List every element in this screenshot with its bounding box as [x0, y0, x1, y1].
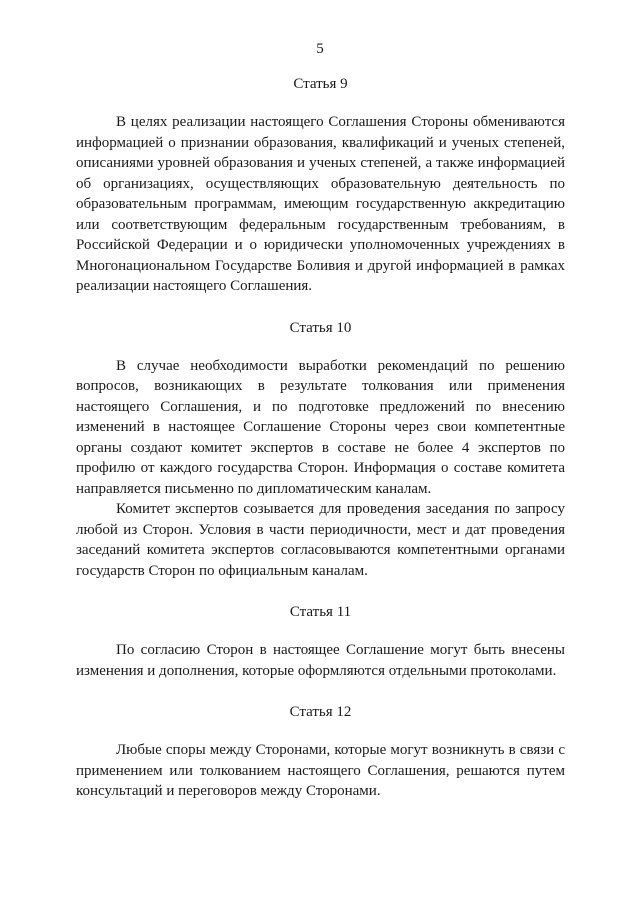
article-body — [76, 740, 565, 802]
article-12 — [76, 702, 565, 802]
article-9 — [76, 74, 565, 297]
article-title: Статья 11 — [289, 604, 352, 620]
article-title: Статья 9 — [293, 76, 348, 92]
document-content — [76, 74, 565, 823]
article-paragraph: По согласию Сторон в настоящее Соглашение могут быть внесены изменения и дополнения, которые оформляются отдельными протоколами. — [76, 642, 565, 679]
article-10 — [76, 318, 565, 582]
article-paragraph: В случае необходимости выработки рекомендаций по решению вопросов, возникающих в результате толкования или применения настоящего Соглашения, и по подготовке предложений по внесению изменений в настоящее Соглашение Стороны через свои компетентные органы создают комитет экспертов в составе не более 4 экспертов по профилю от каждого государства Сторон. Информация о составе комитета направляется письменно по дипломатическим каналам. — [76, 357, 565, 497]
article-paragraph: Комитет экспертов созывается для проведения заседания по запросу любой из Сторон. Условия в части периодичности, мест и дат проведения заседаний комитета экспертов согласовываются компетентными органами государств Сторон по официальным каналам. — [76, 501, 565, 579]
article-body — [76, 640, 565, 681]
article-title: Статья 10 — [289, 319, 352, 336]
article-11 — [76, 602, 565, 681]
page-number: 5 — [316, 41, 324, 57]
article-body — [76, 356, 565, 582]
article-title: Статья 12 — [289, 704, 352, 720]
article-paragraph: В целях реализации настоящего Соглашения Стороны обмениваются информацией о признании образования, квалификаций и ученых степеней, описаниями уровней образования и ученых степеней, а также информацией об организациях, осуществляющих образовательную деятельность по образовательным программам, имеющим государственную аккредитацию или соответствующим федеральным государственным требованиям, в Российской Федерации и о юридически уполномоченных учреждениях в Многонациональном Государстве Боливия и другой информацией в рамках реализации настоящего Соглашения. — [76, 114, 565, 294]
article-body — [76, 112, 565, 297]
article-paragraph: Любые споры между Сторонами, которые могут возникнуть в связи с применением или толкованием настоящего Соглашения, решаются путем консультаций и переговоров между Сторонами. — [76, 742, 565, 799]
